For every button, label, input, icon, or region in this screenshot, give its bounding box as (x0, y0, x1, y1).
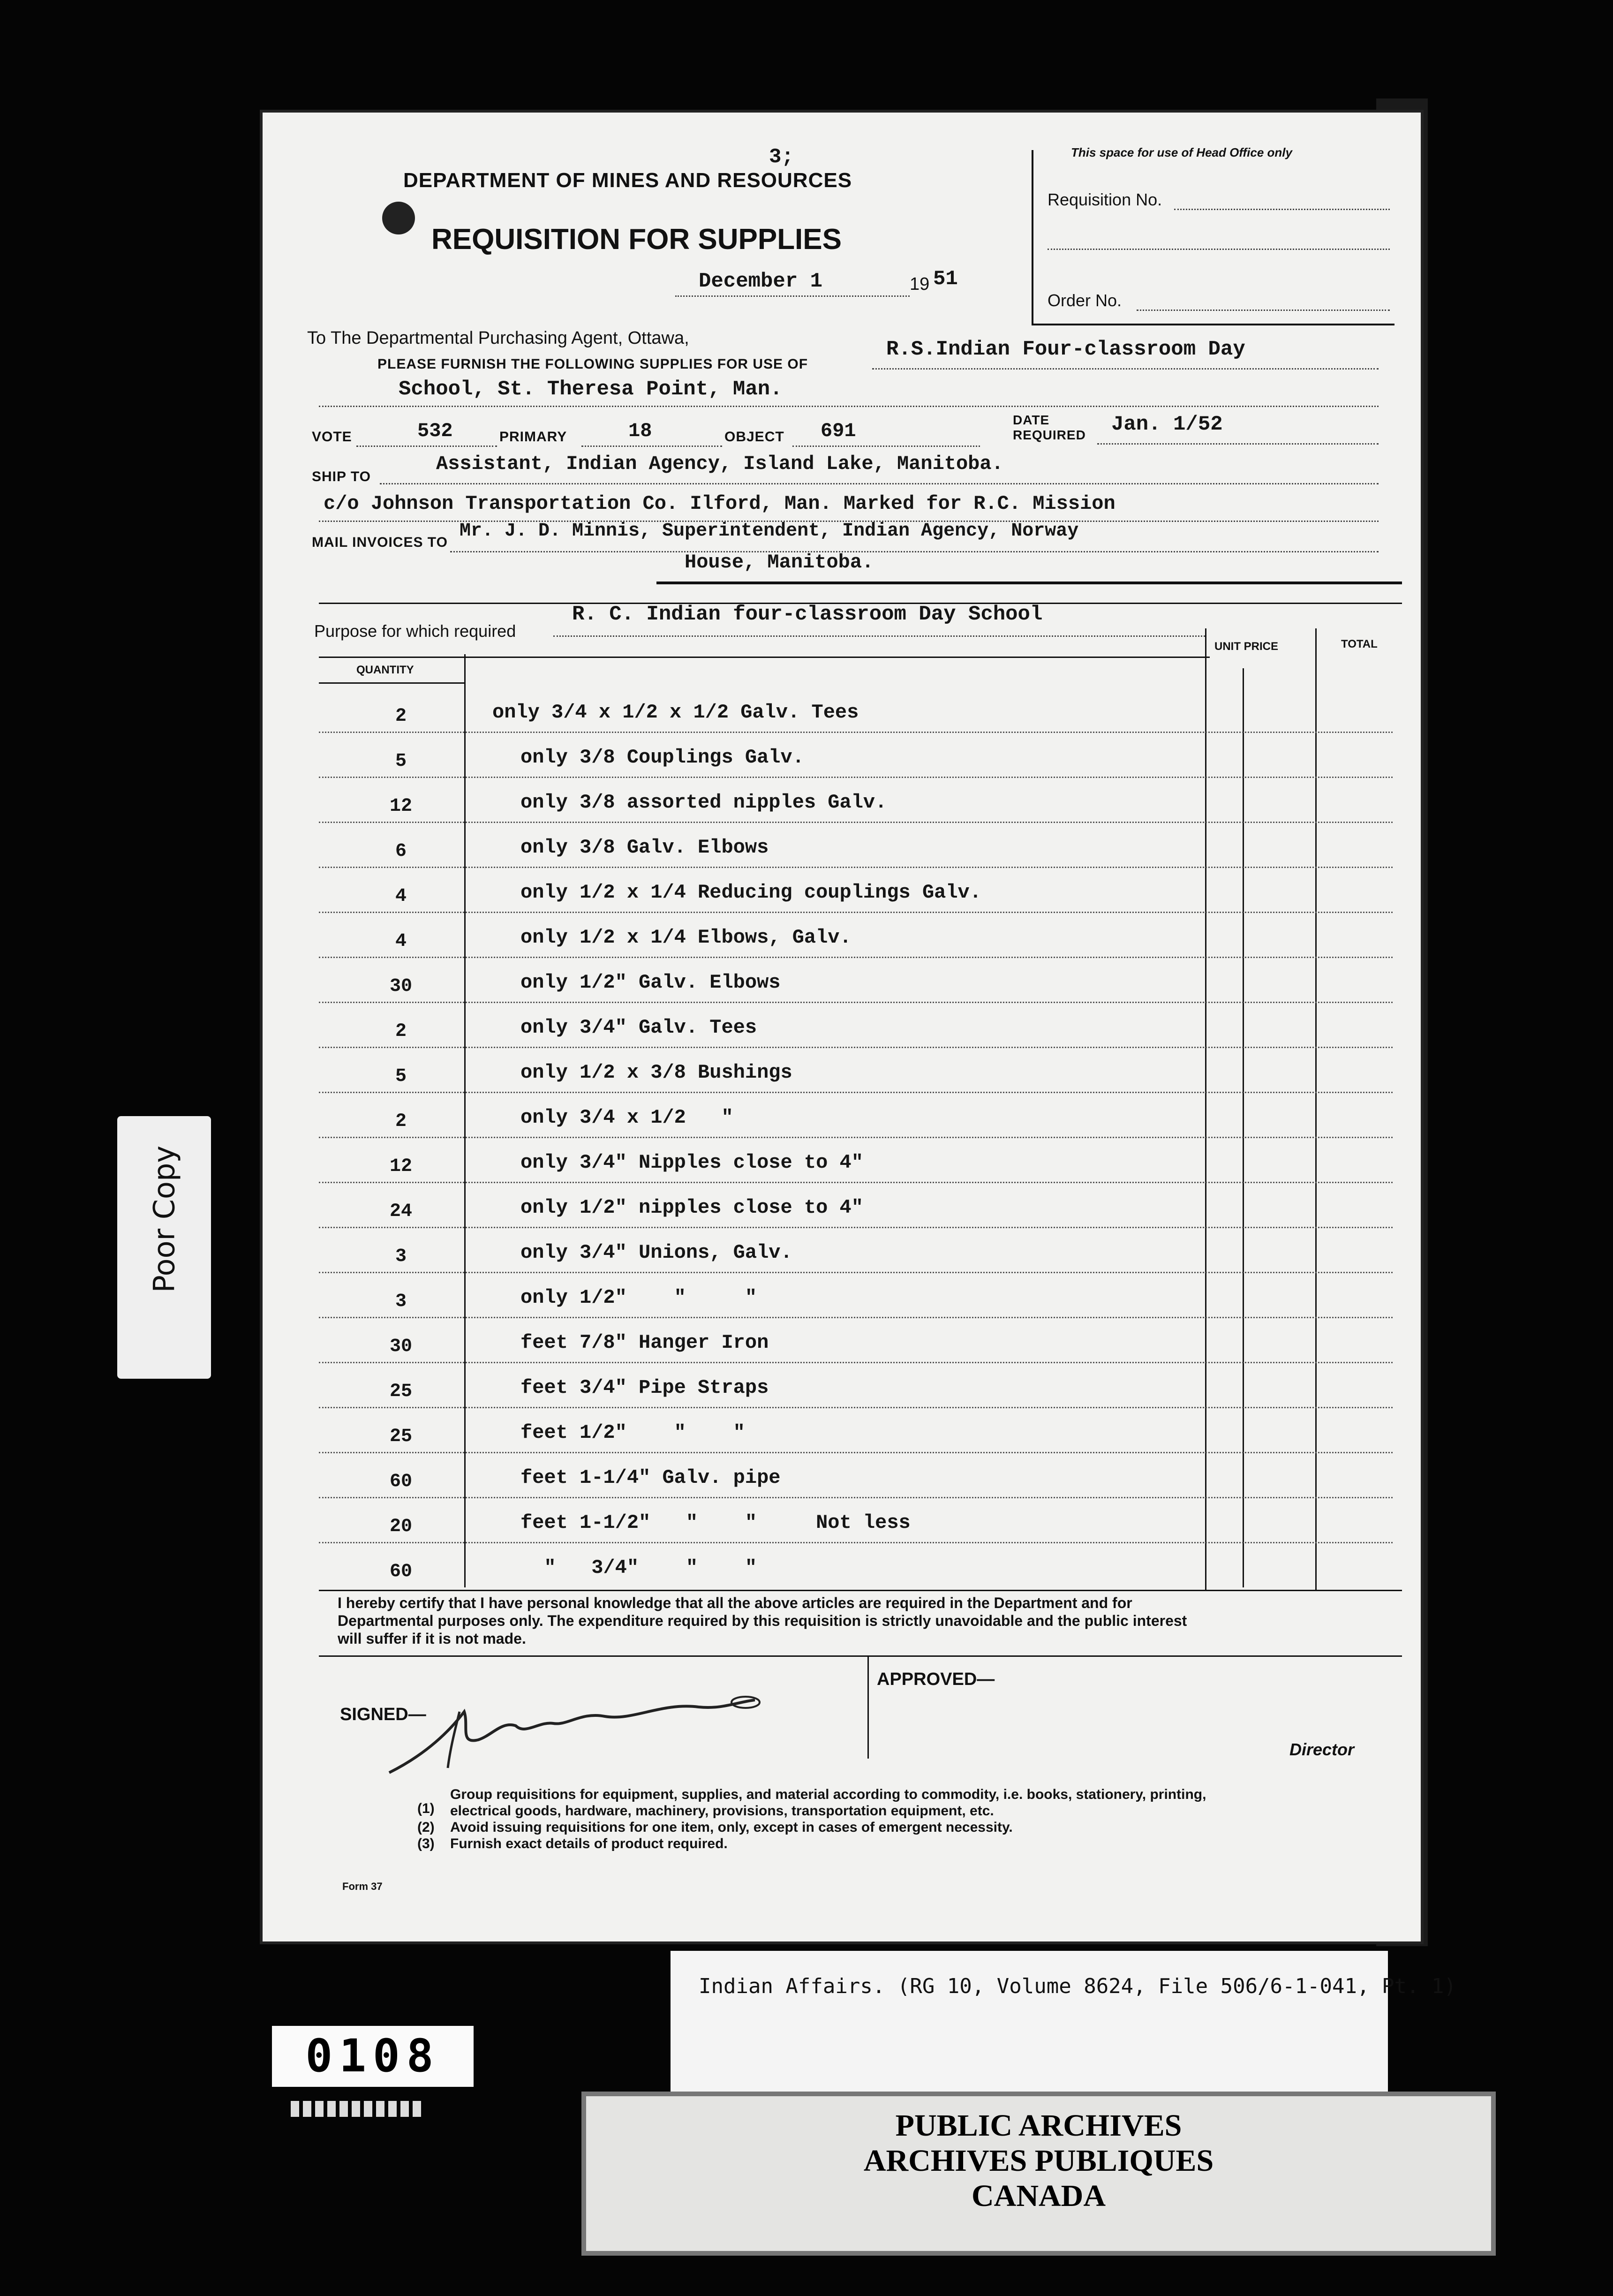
footnote-2: Avoid issuing requisitions for one item, only, except in cases of emergent necessity. (450, 1820, 1013, 1835)
use-of-line2: School, St. Theresa Point, Man. (399, 378, 783, 401)
col-unit-price: UNIT PRICE (1214, 640, 1279, 653)
ship-to-line1: Assistant, Indian Agency, Island Lake, Manitoba. (436, 453, 1003, 475)
row-17-desc: feet 1/2" " " (520, 1421, 745, 1444)
certification-line1: I hereby certify that I have personal knowledge that all the above articles are required in the Department and for (338, 1594, 1132, 1611)
row-6-desc: only 1/2 x 1/4 Elbows, Galv. (520, 926, 852, 949)
row-3-qty: 12 (389, 796, 412, 817)
row-7-desc: only 1/2" Galv. Elbows (520, 971, 781, 994)
corner-mark: 3; (769, 145, 794, 169)
col-quantity: QUANTITY (356, 664, 414, 676)
signature (370, 1674, 792, 1787)
furnish-label: PLEASE FURNISH THE FOLLOWING SUPPLIES FOR USE OF (377, 356, 808, 372)
certification-line3: will suffer if it is not made. (338, 1630, 526, 1647)
object-label: OBJECT (724, 429, 784, 445)
archival-reference-card (671, 1951, 1456, 2092)
certification-line2: Departmental purposes only. The expenditure required by this requisition is strictly unavoidable and the public interest (338, 1612, 1187, 1629)
ink-blot (382, 202, 415, 234)
row-8-desc: only 3/4" Galv. Tees (520, 1016, 757, 1039)
footnote-1-line1: Group requisitions for equipment, supplies, and material according to commodity, i.e. books, stationery, printing, (450, 1787, 1206, 1802)
date-label: DATE (1013, 413, 1050, 427)
row-15-desc: feet 7/8" Hanger Iron (520, 1331, 769, 1354)
mail-invoices-label: MAIL INVOICES TO (312, 535, 448, 550)
year-prefix: 19 (910, 274, 930, 294)
poor-copy-label (117, 1116, 211, 1379)
row-19-qty: 20 (389, 1516, 412, 1537)
use-of-line1: R.S.Indian Four-classroom Day (886, 338, 1245, 361)
row-10-qty: 2 (395, 1111, 407, 1132)
date-required-value: Jan. 1/52 (1111, 413, 1223, 436)
film-frame-number (272, 2026, 474, 2087)
footnote-3: Furnish exact details of product required. (450, 1836, 728, 1851)
signed-label: SIGNED— (340, 1705, 426, 1724)
purpose-value: R. C. Indian four-classroom Day School (572, 603, 1043, 626)
archives-line2: ARCHIVES PUBLIQUES (863, 2144, 1214, 2178)
mail-line1: Mr. J. D. Minnis, Superintendent, Indian Agency, Norway (460, 521, 1079, 542)
requisition-form (263, 113, 1421, 1941)
row-20-qty: 60 (389, 1561, 412, 1582)
archives-line3: CANADA (972, 2179, 1106, 2213)
form-number: Form 37 (342, 1881, 383, 1892)
year-value: 51 (933, 267, 958, 291)
row-7-qty: 30 (389, 976, 412, 997)
row-4-qty: 6 (395, 841, 407, 862)
row-1-desc: only 3/4 x 1/2 x 1/2 Galv. Tees (492, 701, 859, 724)
row-2-qty: 5 (395, 751, 407, 772)
row-12-desc: only 1/2" nipples close to 4" (520, 1196, 863, 1219)
col-total: TOTAL (1341, 638, 1378, 650)
film-frame-text: 0108 (305, 2030, 440, 2082)
row-14-desc: only 1/2" " " (520, 1286, 757, 1309)
row-16-qty: 25 (389, 1381, 412, 1402)
row-5-desc: only 1/2 x 1/4 Reducing couplings Galv. (520, 881, 981, 904)
row-6-qty: 4 (395, 931, 407, 952)
director-label: Director (1289, 1740, 1355, 1759)
approved-label: APPROVED— (877, 1669, 995, 1689)
vote-label: VOTE (312, 429, 352, 445)
row-10-desc: only 3/4 x 1/2 " (520, 1106, 733, 1129)
primary-label: PRIMARY (499, 429, 567, 445)
department-heading: DEPARTMENT OF MINES AND RESOURCES (403, 169, 852, 192)
row-16-desc: feet 3/4" Pipe Straps (520, 1376, 769, 1399)
requisition-date: December 1 (699, 270, 823, 293)
ship-to-line2: c/o Johnson Transportation Co. Ilford, Man. Marked for R.C. Mission (324, 492, 1116, 515)
footnote-2-marker: (2) (417, 1820, 435, 1835)
row-3-desc: only 3/8 assorted nipples Galv. (520, 791, 887, 814)
order-no-label: Order No. (1048, 291, 1122, 310)
row-8-qty: 2 (395, 1021, 407, 1042)
row-20-desc: " 3/4" " " (520, 1556, 757, 1579)
row-11-qty: 12 (389, 1156, 412, 1177)
poor-copy-text: Poor Copy (147, 1145, 181, 1293)
row-19-desc: feet 1-1/2" " " Not less (520, 1511, 911, 1534)
row-15-qty: 30 (389, 1336, 412, 1357)
row-13-qty: 3 (395, 1246, 407, 1267)
row-11-desc: only 3/4" Nipples close to 4" (520, 1151, 863, 1174)
row-2-desc: only 3/8 Couplings Galv. (520, 746, 804, 769)
row-17-qty: 25 (389, 1426, 412, 1447)
row-18-qty: 60 (389, 1471, 412, 1492)
footnote-3-marker: (3) (417, 1836, 435, 1851)
mail-line2: House, Manitoba. (685, 551, 874, 574)
row-9-desc: only 1/2 x 3/8 Bushings (520, 1061, 792, 1084)
requisition-no-label: Requisition No. (1048, 190, 1162, 209)
row-9-qty: 5 (395, 1066, 407, 1087)
row-13-desc: only 3/4" Unions, Galv. (520, 1241, 792, 1264)
object-value: 691 (821, 420, 856, 442)
head-office-caption: This space for use of Head Office only (1071, 145, 1292, 159)
film-sprockets (291, 2101, 450, 2120)
archival-reference: Indian Affairs. (RG 10, Volume 8624, File 506/6-1-041, Pt. 1) (699, 1974, 1456, 1998)
footnote-1-marker: (1) (417, 1801, 435, 1816)
archives-line1: PUBLIC ARCHIVES (895, 2108, 1182, 2143)
footnote-1-line2: electrical goods, hardware, machinery, provisions, transportation equipment, etc. (450, 1803, 994, 1819)
primary-value: 18 (628, 420, 652, 442)
vote-value: 532 (417, 420, 453, 442)
archives-stamp (586, 2096, 1491, 2251)
row-12-qty: 24 (389, 1201, 412, 1222)
required-label: REQUIRED (1013, 428, 1086, 442)
row-18-desc: feet 1-1/4" Galv. pipe (520, 1466, 781, 1489)
form-title: REQUISITION FOR SUPPLIES (431, 223, 842, 256)
ship-to-label: SHIP TO (312, 469, 371, 484)
row-4-desc: only 3/8 Galv. Elbows (520, 836, 769, 859)
row-14-qty: 3 (395, 1291, 407, 1312)
to-line: To The Departmental Purchasing Agent, Ottawa, (307, 328, 689, 348)
row-1-qty: 2 (395, 706, 407, 727)
purpose-label: Purpose for which required (314, 621, 516, 641)
row-5-qty: 4 (395, 886, 407, 907)
head-office-box (1032, 145, 1394, 325)
